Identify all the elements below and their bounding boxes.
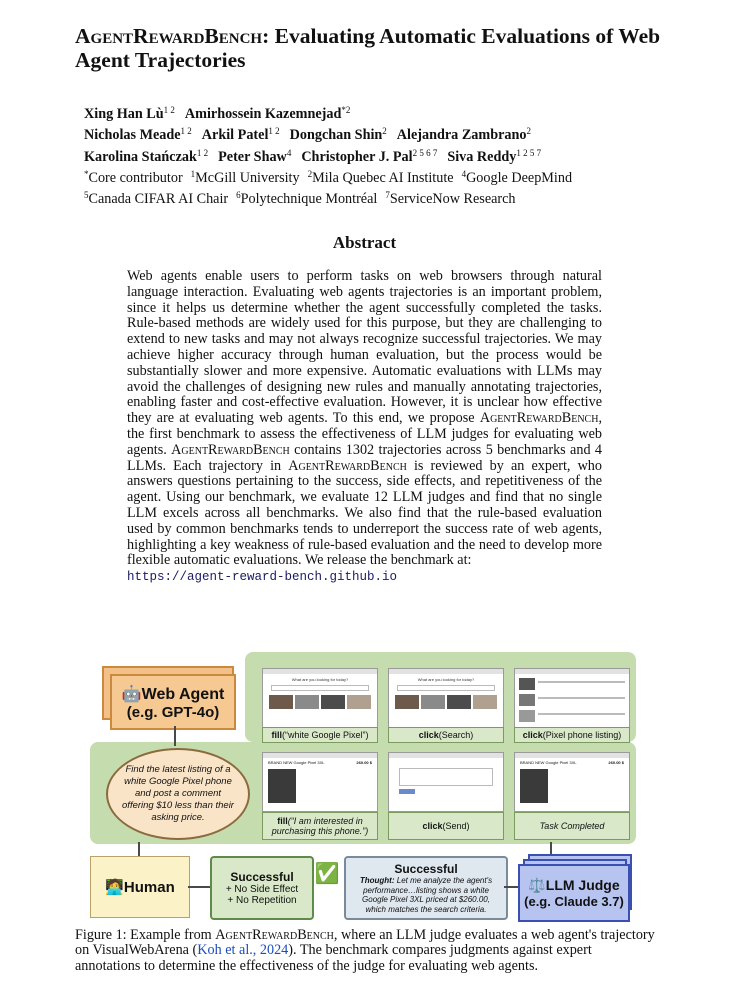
screenshot-listing-page: [262, 752, 378, 812]
step-1-label: [262, 727, 378, 743]
affiliation-entry: [385, 191, 515, 207]
listing-title-text: BRAND NEW Google Pixel 3XL: [268, 760, 325, 765]
screenshot-search-page-2: [388, 668, 504, 728]
author-name: Dongchan Shin: [289, 127, 383, 144]
author-name: Amirhossein Kazemnejad: [184, 106, 342, 122]
author-affiliation-marker: 1 2: [268, 126, 280, 137]
human-result-line-2: + No Repetition: [227, 895, 297, 906]
caption-citation-link[interactable]: Koh et al., 2024: [197, 942, 289, 959]
caption-benchmark-name: AgentRewardBench: [215, 927, 334, 943]
human-box: [90, 856, 190, 918]
search-prompt-text: What are you looking for today?: [291, 677, 349, 682]
human-result-box: [210, 856, 314, 920]
step-4-label: [262, 812, 378, 840]
author-entry: [218, 149, 291, 165]
robot-icon: 🤖: [121, 685, 142, 703]
affiliation-entry: [84, 170, 183, 186]
author-name: Peter Shaw: [218, 148, 287, 165]
web-agent-box: [110, 674, 236, 730]
caption-label: Figure 1:: [75, 927, 127, 943]
task-instruction-text: Find the latest listing of a white Google Pixel phone and post a comment offering $10 less than their asking price.: [122, 764, 234, 823]
affiliation-name: Core contributor: [88, 169, 183, 186]
human-label: Human: [123, 879, 175, 896]
caption-text-1: Example from: [126, 927, 216, 943]
abstract-text-1: Web agents enable users to perform tasks on web browsers through natural language interaction. Evaluating web agents trajectories is an important problem, since it helps us determine whether the agent successfully completed the tasks. Rule-based methods are widely used for this purpose, but they are challenging to extend to new tasks and may not always recognize successful trajectories. We may achieve higher accuracy through human evaluation, but the process would be substantially slower and more expensive. Automatic evaluations with LLMs may avoid the challenges of designing new rules and manually annotating trajectories, enabling faster and cost-effective evaluation. However, it is unclear how effective they are at evaluating web agents. To this end, we propose: [127, 268, 602, 427]
affiliation-marker: 1: [190, 168, 196, 179]
affiliation-entry: [84, 191, 228, 207]
arrow-to-human: [138, 842, 140, 856]
affiliation-entry: [308, 170, 454, 186]
human-result-line-1: + No Side Effect: [225, 884, 299, 895]
affiliation-entry: [191, 170, 300, 186]
figure-caption: [75, 928, 655, 974]
title-rest: : Evaluating Automatic Evaluations of Web Agent Trajectories: [75, 24, 661, 72]
step-argument: Task Completed: [539, 821, 605, 831]
author-entry: [447, 149, 541, 165]
arrow-task-to-agent: [174, 726, 176, 746]
caption-text-2: , where an LLM judge evaluates a web agent's trajectory on VisualWebArena (: [75, 927, 655, 959]
screenshot-search-page-1: [262, 668, 378, 728]
abstract-text-2: , the first benchmark to assess the effectiveness of LLM judges for evaluating web agents.: [127, 410, 602, 458]
affiliation-marker: 2: [307, 168, 313, 179]
step-action: fill: [277, 816, 288, 826]
affiliation-name: McGill University: [195, 169, 300, 186]
affiliation-name: Canada CIFAR AI Chair: [88, 191, 229, 208]
arrow-human-to-result: [188, 886, 210, 888]
judge-thought-text: Let me analyze the agent's performance…listing shows a white Google Pixel 3XL priced at $260.00, which matches the search criteria.: [362, 876, 493, 914]
screenshot-results-page: [514, 668, 630, 728]
human-result-title: Successful: [230, 870, 294, 884]
affiliation-marker: 4: [461, 168, 467, 179]
author-name: Karolina Stańczak: [84, 148, 197, 165]
arrow-judge-to-result: [504, 886, 518, 888]
judge-result-box: [344, 856, 508, 920]
step-action: click: [422, 821, 443, 831]
affiliation-marker: 6: [236, 190, 241, 201]
llm-judge-box: [518, 864, 630, 922]
llm-judge-title: LLM Judge: [545, 877, 620, 893]
affiliations-line-1: [84, 166, 684, 187]
author-entry: [84, 127, 192, 143]
step-action: fill: [271, 730, 282, 740]
affiliation-name: Google DeepMind: [466, 169, 573, 186]
abstract-text-3: contains 1302 trajectories across 5 benchmarks and 4 LLMs. Each trajectory in: [127, 441, 602, 474]
step-action: click: [418, 730, 439, 740]
abstract-benchmark-name-2: AgentRewardBench: [171, 441, 290, 458]
step-argument: (“white Google Pixel”): [281, 730, 369, 740]
affiliations-line-2: [84, 187, 684, 208]
human-icon: 🧑‍💻: [105, 879, 124, 896]
abstract-benchmark-name-3: AgentRewardBench: [288, 457, 407, 474]
author-name: Nicholas Meade: [84, 127, 181, 144]
step-5-label: [388, 812, 504, 840]
llm-judge-model: (e.g. Claude 3.7): [524, 894, 624, 909]
title-benchmark-name: AgentRewardBench: [75, 24, 263, 48]
author-affiliation-marker: *2: [341, 105, 351, 115]
author-affiliation-marker: 1 2 5 7: [516, 147, 542, 158]
step-2-label: [388, 727, 504, 743]
author-name: Christopher J. Pal: [301, 148, 413, 165]
judge-result-title: Successful: [394, 862, 458, 876]
abstract-heading: Abstract: [332, 233, 397, 252]
author-entry: [84, 149, 208, 165]
step-6-label: [514, 812, 630, 840]
web-agent-title: Web Agent: [141, 685, 225, 703]
author-entry: [397, 127, 531, 143]
affiliation-name: Mila Quebec AI Institute: [312, 169, 454, 186]
search-prompt-text-2: What are you looking for today?: [417, 677, 475, 682]
listing-price-text: 260.00 $: [356, 760, 372, 765]
judge-thought-label: Thought:: [359, 876, 395, 885]
author-entry: [202, 127, 280, 143]
screenshot-final-page: [514, 752, 630, 812]
final-listing-price-text: 260.00 $: [608, 760, 624, 765]
step-argument: (“I am interested in purchasing this phone.”): [271, 816, 369, 836]
author-name: Siva Reddy: [447, 148, 517, 165]
final-listing-title-text: BRAND NEW Google Pixel 3XL: [520, 760, 577, 765]
affiliation-entry: [236, 191, 377, 207]
author-entry: [185, 106, 350, 122]
author-affiliation-marker: 1 2: [196, 147, 209, 158]
author-entry: [84, 106, 175, 122]
screenshot-comment-page: [388, 752, 504, 812]
affiliation-marker: 7: [385, 190, 390, 201]
step-action: click: [522, 730, 543, 740]
benchmark-url-link[interactable]: https://agent-reward-bench.github.io: [127, 570, 398, 585]
author-entry: [290, 127, 387, 143]
author-name: Arkil Patel: [201, 127, 269, 144]
author-entry: [301, 149, 437, 165]
affiliation-name: Polytechnique Montréal: [240, 191, 378, 208]
author-affiliation-marker: 2: [382, 126, 387, 137]
affiliation-entry: [462, 170, 573, 186]
web-agent-model: (e.g. GPT-4o): [126, 703, 220, 721]
agreement-check-icon: ✅: [314, 862, 340, 885]
abstract-benchmark-name-1: AgentRewardBench: [479, 410, 599, 427]
abstract-body: [127, 269, 602, 586]
paper-title: [75, 24, 685, 72]
author-name: Alejandra Zambrano: [396, 127, 527, 144]
step-argument: (Search): [438, 730, 474, 740]
step-3-label: [514, 727, 630, 743]
author-affiliation-marker: 2 5 6 7: [412, 147, 438, 158]
step-argument: (Send): [442, 821, 470, 831]
abstract-text-4: is reviewed by an expert, who answers questions pertaining to the success, side effects, and repetitiveness of the agent. Using our benchmark, we evaluate 12 LLM judges and find that no single LLM excels across all benchmarks. We also find that the rule-based evaluation used by common benchmarks tends to underreport the success rate of web agents, highlighting a key weakness of rule-based evaluation and the need to develop more flexible automatic evaluations. We release the benchmark at:: [127, 457, 602, 569]
affiliation-name: ServiceNow Research: [389, 191, 516, 208]
author-name: Xing Han Lù: [84, 106, 164, 122]
author-list: [84, 102, 684, 166]
author-affiliation-marker: 1 2: [180, 126, 192, 137]
author-affiliation-marker: 4: [286, 147, 292, 158]
affiliation-marker: *: [84, 168, 89, 179]
task-instruction: [106, 748, 250, 840]
author-affiliation-marker: 1 2: [163, 105, 175, 115]
author-block: [84, 102, 684, 208]
author-affiliation-marker: 2: [526, 126, 531, 137]
caption-text-3: ). The benchmark compares judgments against expert annotations to determine the effectiveness of the judge for evaluating web agents.: [75, 942, 592, 974]
figure-1-diagram: [88, 652, 638, 922]
step-argument: (Pixel phone listing): [542, 730, 622, 740]
affiliation-marker: 5: [84, 190, 89, 201]
scales-icon: ⚖️: [528, 877, 546, 893]
